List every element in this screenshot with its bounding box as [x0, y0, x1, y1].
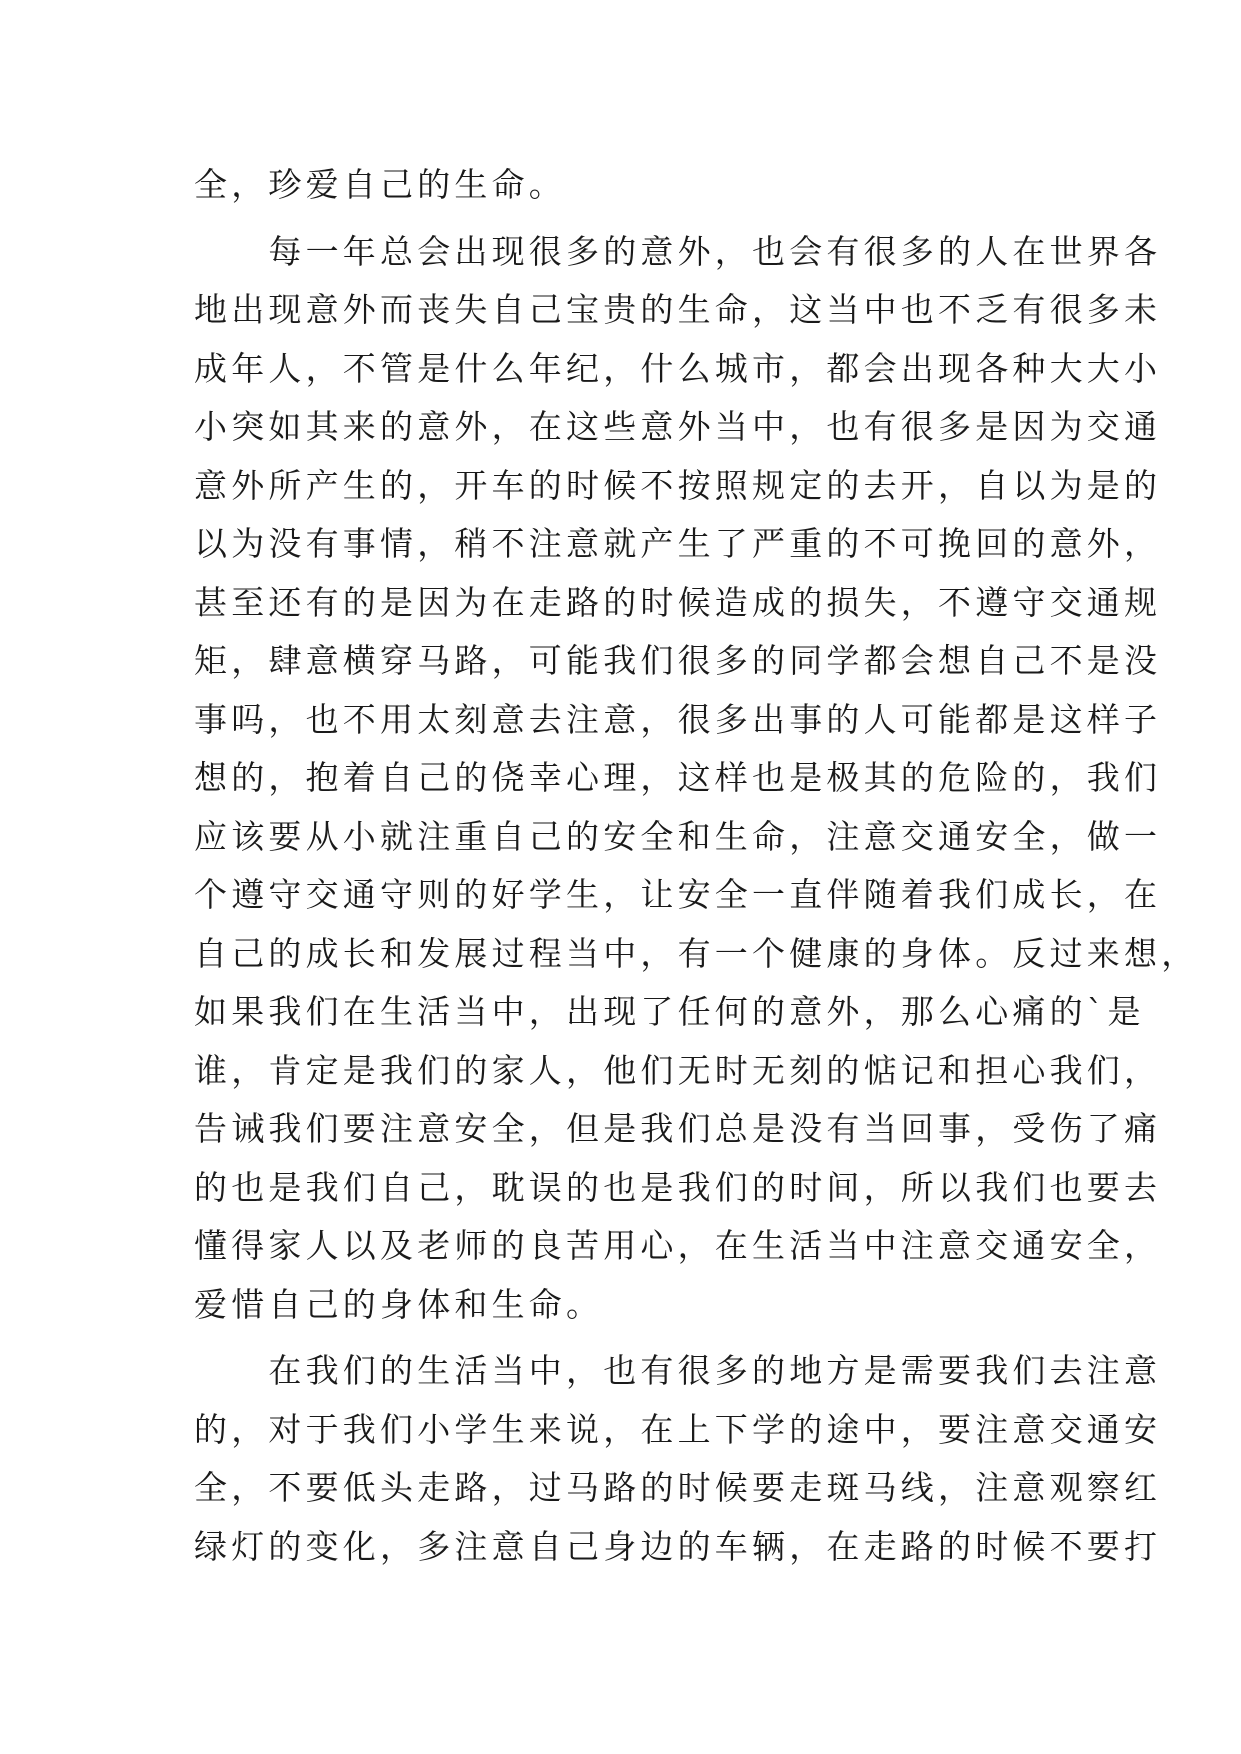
text-line: 懂得家人以及老师的良苦用心，在生活当中注意交通安全，: [194, 1226, 1162, 1265]
text-line: 全，珍爱自己的生命。: [194, 165, 566, 204]
text-line: 事吗，也不用太刻意去注意，很多出事的人可能都是这样子: [194, 699, 1162, 739]
text-line: 每一年总会出现很多的意外，也会有很多的人在世界各: [194, 231, 1162, 271]
text-line: 甚至还有的是因为在走路的时候造成的损失，不遵守交通规: [194, 582, 1162, 622]
text-line: 小突如其来的意外，在这些意外当中，也有很多是因为交通: [194, 407, 1162, 446]
text-line: 如果我们在生活当中，出现了任何的意外，那么心痛的`是: [194, 992, 1145, 1031]
text-line: 谁，肯定是我们的家人，他们无时无刻的惦记和担心我们，: [194, 1050, 1162, 1090]
text-line: 在我们的生活当中，也有很多的地方是需要我们去注意: [194, 1351, 1162, 1390]
text-line: 全，不要低头走路，过马路的时候要走斑马线，注意观察红: [194, 1468, 1162, 1507]
text-line: 绿灯的变化，多注意自己身边的车辆，在走路的时候不要打: [194, 1526, 1162, 1566]
text-line: 地出现意外而丧失自己宝贵的生命，这当中也不乏有很多未: [194, 290, 1162, 329]
text-line: 想的，抱着自己的侥幸心理，这样也是极其的危险的，我们: [194, 758, 1162, 797]
text-line: 爱惜自己的身体和生命。: [194, 1284, 604, 1324]
text-line: 自己的成长和发展过程当中，有一个健康的身体。反过来想，: [194, 933, 1199, 973]
text-line: 成年人，不管是什么年纪，什么城市，都会出现各种大大小: [194, 348, 1162, 388]
text-line: 的，对于我们小学生来说，在上下学的途中，要注意交通安: [194, 1409, 1162, 1449]
text-line: 的也是我们自己，耽误的也是我们的时间，所以我们也要去: [194, 1167, 1162, 1207]
text-line: 意外所产生的，开车的时候不按照规定的去开，自以为是的: [194, 465, 1162, 505]
text-line: 告诫我们要注意安全，但是我们总是没有当回事，受伤了痛: [194, 1109, 1162, 1148]
body-text: [194, 156, 1199, 1576]
text-line: 矩，肆意横穿马路，可能我们很多的同学都会想自己不是没: [194, 641, 1162, 680]
text-line: 以为没有事情，稍不注意就产生了严重的不可挽回的意外，: [194, 524, 1162, 563]
text-line: 应该要从小就注重自己的安全和生命，注意交通安全，做一: [194, 816, 1162, 856]
paragraph: [194, 156, 1054, 215]
text-line: 个遵守交通守则的好学生，让安全一直伴随着我们成长，在: [194, 875, 1162, 914]
paragraph: [194, 1342, 1162, 1576]
paragraph: [194, 223, 1199, 1335]
